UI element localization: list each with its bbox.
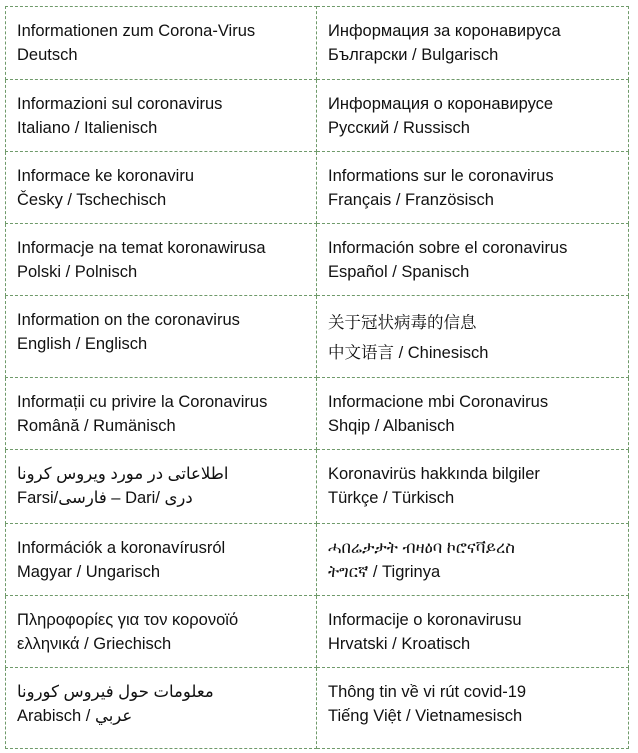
cell-language: ትግርኛ / Tigrinya	[328, 563, 441, 581]
cell-language: Tiếng Việt / Vietnamesisch	[328, 707, 523, 725]
cell-language: Polski / Polnisch	[17, 263, 138, 281]
cell-title: Informations sur le coronavirus	[328, 167, 554, 185]
cell-title: Information on the coronavirus	[17, 311, 240, 329]
table-row	[6, 224, 629, 296]
table-row	[6, 596, 629, 668]
cell-title: ሓበሬታታት ብዛዕባ ኮሮናቫይረስ	[328, 539, 515, 557]
cell-title: Информация за коронавируса	[328, 22, 561, 40]
cell-language: عربي / Arabisch	[17, 707, 133, 725]
cell-title: Koronavirüs hakkında bilgiler	[328, 465, 540, 483]
cell-title: Πληροφορίες για τον κορονοϊό	[17, 611, 239, 629]
cell-title: Información sobre el coronavirus	[328, 239, 568, 257]
table-row	[6, 450, 629, 524]
cell-language: ελληνικά / Griechisch	[17, 635, 172, 653]
cell-language: Shqip / Albanisch	[328, 417, 455, 435]
cell-title: Informazioni sul coronavirus	[17, 95, 223, 113]
language-cell-hungarian	[6, 524, 317, 596]
cell-title: Informacije o koronavirusu	[328, 611, 522, 629]
language-cell-dari-farsi	[6, 450, 317, 524]
table-row	[6, 152, 629, 224]
language-cell-italian	[6, 80, 317, 152]
language-cell-turkish	[317, 450, 629, 524]
cell-language: Български / Bulgarisch	[328, 46, 499, 64]
language-cell-arabic	[6, 668, 317, 749]
table-row	[6, 524, 629, 596]
cell-language: Deutsch	[17, 46, 78, 64]
table-row	[6, 668, 629, 749]
language-cell-bulgarian	[317, 7, 629, 80]
language-cell-czech	[6, 152, 317, 224]
language-cell-vietnamese	[317, 668, 629, 749]
language-cell-russian	[317, 80, 629, 152]
cell-title: Informații cu privire la Coronavirus	[17, 393, 268, 411]
cell-language: Česky / Tschechisch	[17, 191, 167, 209]
table-row	[6, 80, 629, 152]
cell-title: Informationen zum Corona-Virus	[17, 22, 256, 40]
table-row	[6, 378, 629, 450]
cell-title: Informacje na temat koronawirusa	[17, 239, 266, 257]
language-cell-romanian	[6, 378, 317, 450]
language-cell-spanish	[317, 224, 629, 296]
language-info-table	[5, 6, 629, 749]
cell-language: Русский / Russisch	[328, 119, 470, 137]
cell-language: Magyar / Ungarisch	[17, 563, 161, 581]
cell-language: 中文语言 / Chinesisch	[328, 344, 489, 362]
language-cell-polish	[6, 224, 317, 296]
cell-language: Türkçe / Türkisch	[328, 489, 455, 507]
cell-language: Français / Französisch	[328, 191, 494, 209]
language-cell-croatian	[317, 596, 629, 668]
cell-title: معلومات حول فيروس كورونا	[17, 683, 214, 701]
language-cell-albanian	[317, 378, 629, 450]
cell-language: Italiano / Italienisch	[17, 119, 158, 137]
cell-title: Információk a koronavírusról	[17, 539, 226, 557]
cell-language: English / Englisch	[17, 335, 148, 353]
language-cell-german	[6, 7, 317, 80]
cell-title: Thông tin về vi rút covid-19	[328, 683, 527, 701]
cell-language: Română / Rumänisch	[17, 417, 176, 435]
language-cell-tigrinya	[317, 524, 629, 596]
cell-title: Informace ke koronaviru	[17, 167, 194, 185]
cell-title: 关于冠状病毒的信息	[328, 314, 477, 332]
language-cell-chinese	[317, 296, 629, 378]
cell-title: Информация о коронавирусе	[328, 95, 554, 113]
table-row	[6, 7, 629, 80]
cell-language: Hrvatski / Kroatisch	[328, 635, 471, 653]
language-cell-greek	[6, 596, 317, 668]
language-cell-english	[6, 296, 317, 378]
cell-title: Informacione mbi Coronavirus	[328, 393, 549, 411]
cell-language: Español / Spanisch	[328, 263, 470, 281]
language-cell-french	[317, 152, 629, 224]
cell-language: دری /Dari – فارسی/Farsi	[17, 489, 193, 507]
table-row	[6, 296, 629, 378]
cell-title: اطلاعاتی در مورد ویروس کرونا	[17, 465, 229, 483]
